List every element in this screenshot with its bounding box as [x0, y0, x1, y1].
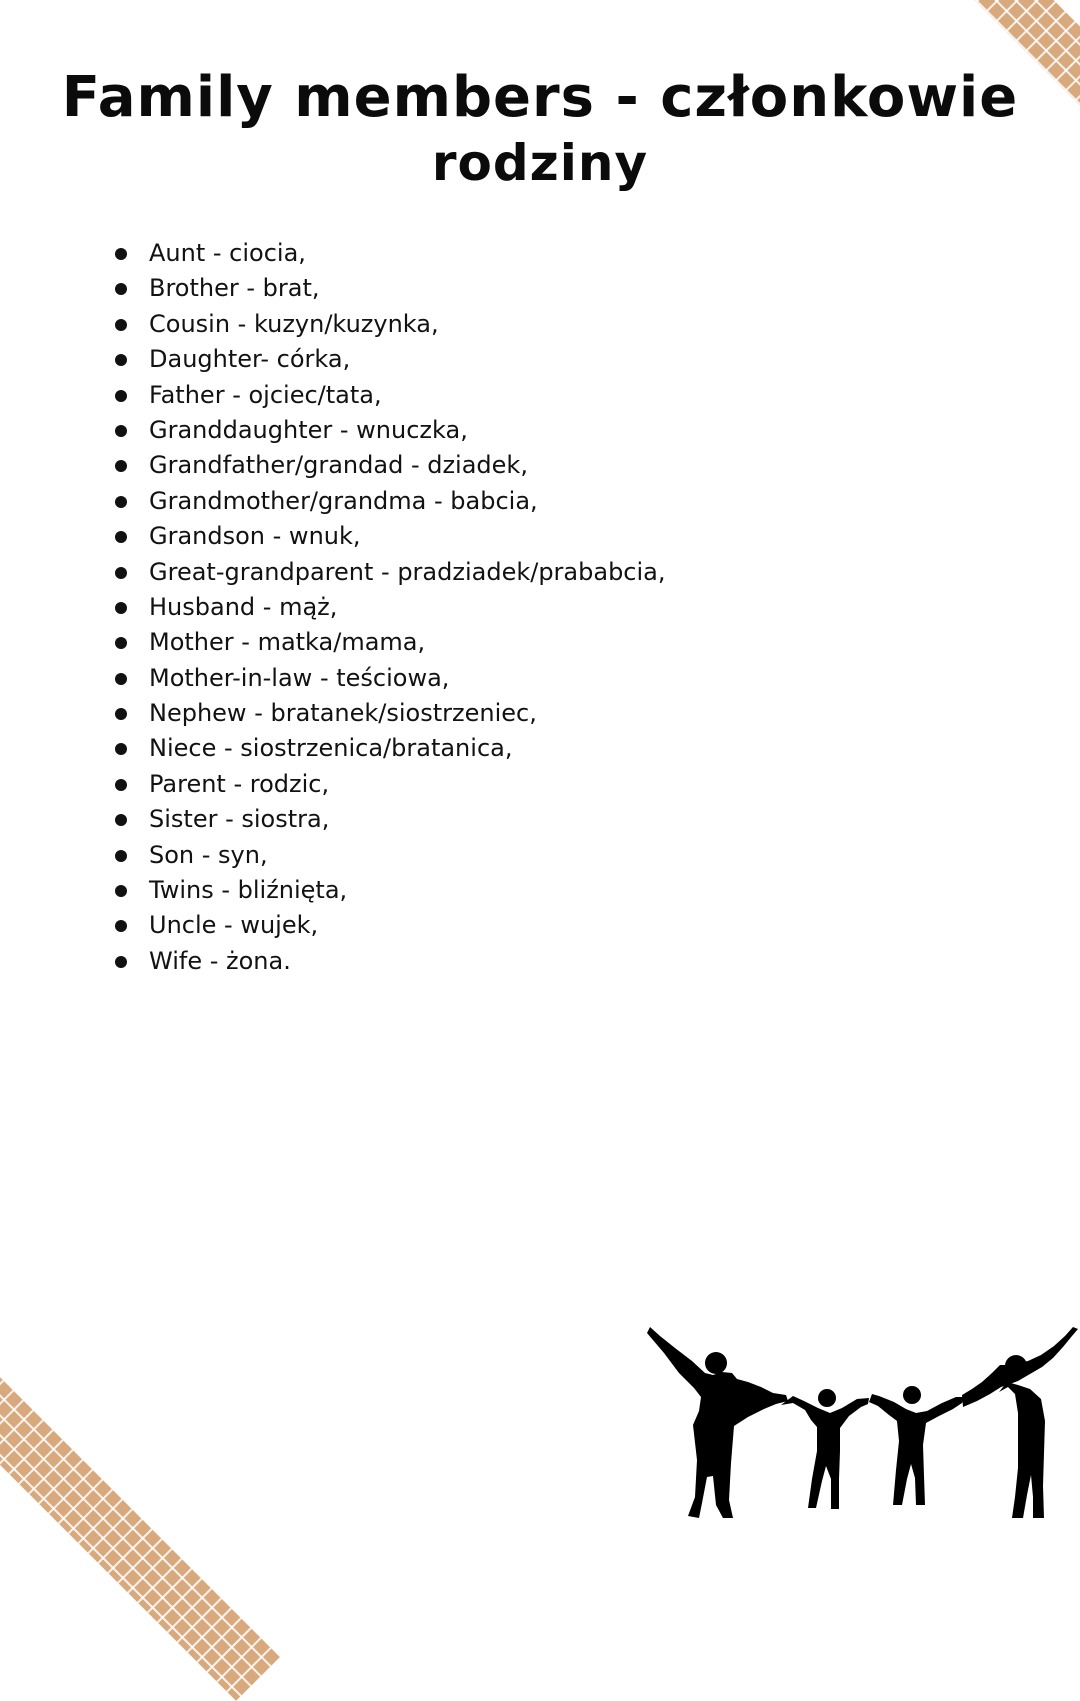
list-item-text: Sister - siostra,: [149, 805, 330, 834]
title-line-1: Family members - członkowie: [61, 65, 1019, 130]
waffle-ribbon-bottom-left: [0, 1261, 280, 1701]
bullet-icon: [115, 283, 127, 295]
list-item-text: Son - syn,: [149, 840, 268, 869]
list-item-text: Cousin - kuzyn/kuzynka,: [149, 309, 439, 338]
list-item: [115, 236, 815, 271]
list-item-text: Grandfather/grandad - dziadek,: [149, 451, 528, 480]
list-item-text: Brother - brat,: [149, 274, 320, 303]
vocabulary-list: [115, 236, 815, 979]
bullet-icon: [115, 920, 127, 932]
list-item-text: Husband - mąż,: [149, 592, 338, 621]
family-silhouette-icon: [635, 1315, 1080, 1527]
bullet-icon: [115, 885, 127, 897]
bullet-icon: [115, 567, 127, 579]
list-item: [115, 448, 815, 483]
list-item: [115, 555, 815, 590]
list-item-text: Mother-in-law - teściowa,: [149, 663, 450, 692]
list-item: [115, 696, 815, 731]
list-item: [115, 625, 815, 660]
list-item: [115, 307, 815, 342]
list-item: [115, 378, 815, 413]
list-item-text: Wife - żona.: [149, 946, 291, 975]
bullet-icon: [115, 354, 127, 366]
bullet-icon: [115, 814, 127, 826]
list-item: [115, 484, 815, 519]
list-item: [115, 908, 815, 943]
bullet-icon: [115, 956, 127, 968]
bullet-icon: [115, 850, 127, 862]
list-item-text: Grandson - wnuk,: [149, 522, 361, 551]
list-item: [115, 838, 815, 873]
bullet-icon: [115, 248, 127, 260]
list-item-text: Parent - rodzic,: [149, 769, 330, 798]
list-item-text: Niece - siostrzenica/bratanica,: [149, 734, 513, 763]
list-item: [115, 802, 815, 837]
list-item: [115, 519, 815, 554]
list-item-text: Uncle - wujek,: [149, 911, 319, 940]
bullet-icon: [115, 425, 127, 437]
list-item-text: Nephew - bratanek/siostrzeniec,: [149, 699, 537, 728]
list-item: [115, 413, 815, 448]
list-item: [115, 661, 815, 696]
list-item-text: Great-grandparent - pradziadek/prababcia,: [149, 557, 666, 586]
bullet-icon: [115, 531, 127, 543]
list-item: [115, 873, 815, 908]
bullet-icon: [115, 708, 127, 720]
list-item-text: Aunt - ciocia,: [149, 239, 306, 267]
bullet-icon: [115, 319, 127, 331]
list-item: [115, 271, 815, 306]
list-item: [115, 731, 815, 766]
bullet-icon: [115, 602, 127, 614]
bullet-icon: [115, 673, 127, 685]
bullet-icon: [115, 743, 127, 755]
bullet-icon: [115, 496, 127, 508]
list-item: [115, 342, 815, 377]
list-item: [115, 944, 815, 979]
list-item-text: Father - ojciec/tata,: [149, 380, 382, 409]
bullet-icon: [115, 460, 127, 472]
list-item-text: Grandmother/grandma - babcia,: [149, 486, 538, 515]
list-item-text: Twins - bliźnięta,: [149, 876, 348, 905]
list-item: [115, 767, 815, 802]
list-item-text: Mother - matka/mama,: [149, 628, 426, 657]
bullet-icon: [115, 779, 127, 791]
page-title: [0, 65, 1080, 193]
list-item: [115, 590, 815, 625]
list-item-text: Daughter- córka,: [149, 345, 351, 374]
list-item-text: Granddaughter - wnuczka,: [149, 415, 468, 444]
title-line-2: rodziny: [431, 134, 649, 193]
bullet-icon: [115, 637, 127, 649]
bullet-icon: [115, 390, 127, 402]
